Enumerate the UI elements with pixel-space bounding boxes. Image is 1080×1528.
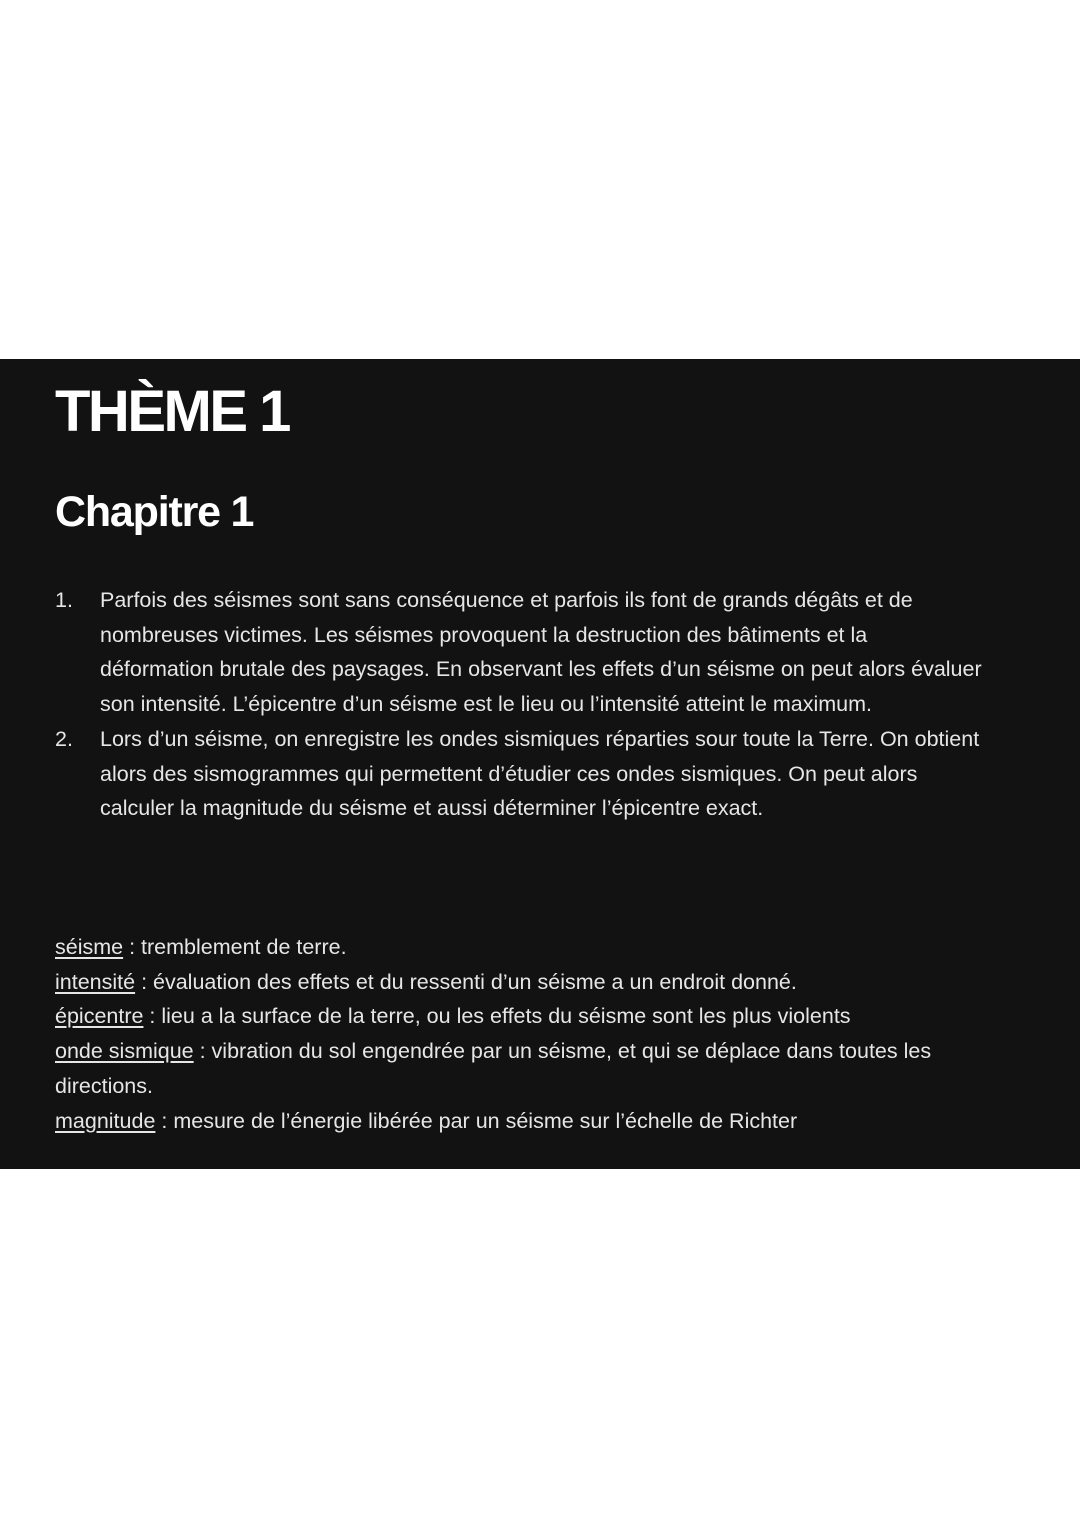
list-item-text: Parfois des séismes sont sans conséquence et parfois ils font de grands dégâts et de nombreuses victimes. Les séismes provoquent la destruction des bâtiments et la déformation brutale des paysages. En observant les effets d’un séisme on peut alors évaluer son intensité. L’épicentre d’un séisme est le lieu ou l’intensité atteint le maximum. [100, 588, 982, 717]
glossary-definition: : mesure de l’énergie libérée par un séisme sur l’échelle de Richter [155, 1108, 798, 1133]
glossary [55, 930, 985, 1138]
glossary-definition: : évaluation des effets et du ressenti d’un séisme a un endroit donné. [135, 969, 797, 994]
list-item-number: 2. [55, 726, 73, 751]
glossary-entry [55, 999, 985, 1034]
glossary-term: épicentre [55, 1004, 144, 1029]
list-item-number: 1. [55, 588, 73, 612]
glossary-definition: : tremblement de terre. [123, 935, 347, 959]
list-item [55, 583, 985, 722]
list-item [55, 722, 985, 826]
glossary-entry [55, 1104, 985, 1139]
glossary-term: séisme [55, 935, 124, 959]
glossary-definition: : vibration du sol engendrée par un séisme, et qui se déplace dans toutes les directions. [55, 1039, 932, 1098]
glossary-definition: : lieu a la surface de la terre, ou les effets du séisme sont les plus violents [143, 1004, 851, 1029]
numbered-list [55, 583, 985, 826]
glossary-term: onde sismique [55, 1039, 194, 1064]
glossary-entry [55, 1034, 985, 1103]
chapter-title: Chapitre 1 [55, 488, 254, 536]
list-item-text: Lors d’un séisme, on enregistre les ondes sismiques réparties sour toute la Terre. On obtient alors des sismogrammes qui permettent d’étudier ces ondes sismiques. On peut alors calculer la magnitude du séisme et aussi déterminer l’épicentre exact. [100, 726, 980, 821]
theme-title: THÈME 1 [55, 379, 289, 444]
glossary-term: magnitude [55, 1108, 156, 1133]
glossary-entry [55, 965, 985, 1000]
glossary-term: intensité [55, 969, 136, 994]
slide [0, 359, 1080, 1169]
glossary-entry [55, 930, 985, 965]
